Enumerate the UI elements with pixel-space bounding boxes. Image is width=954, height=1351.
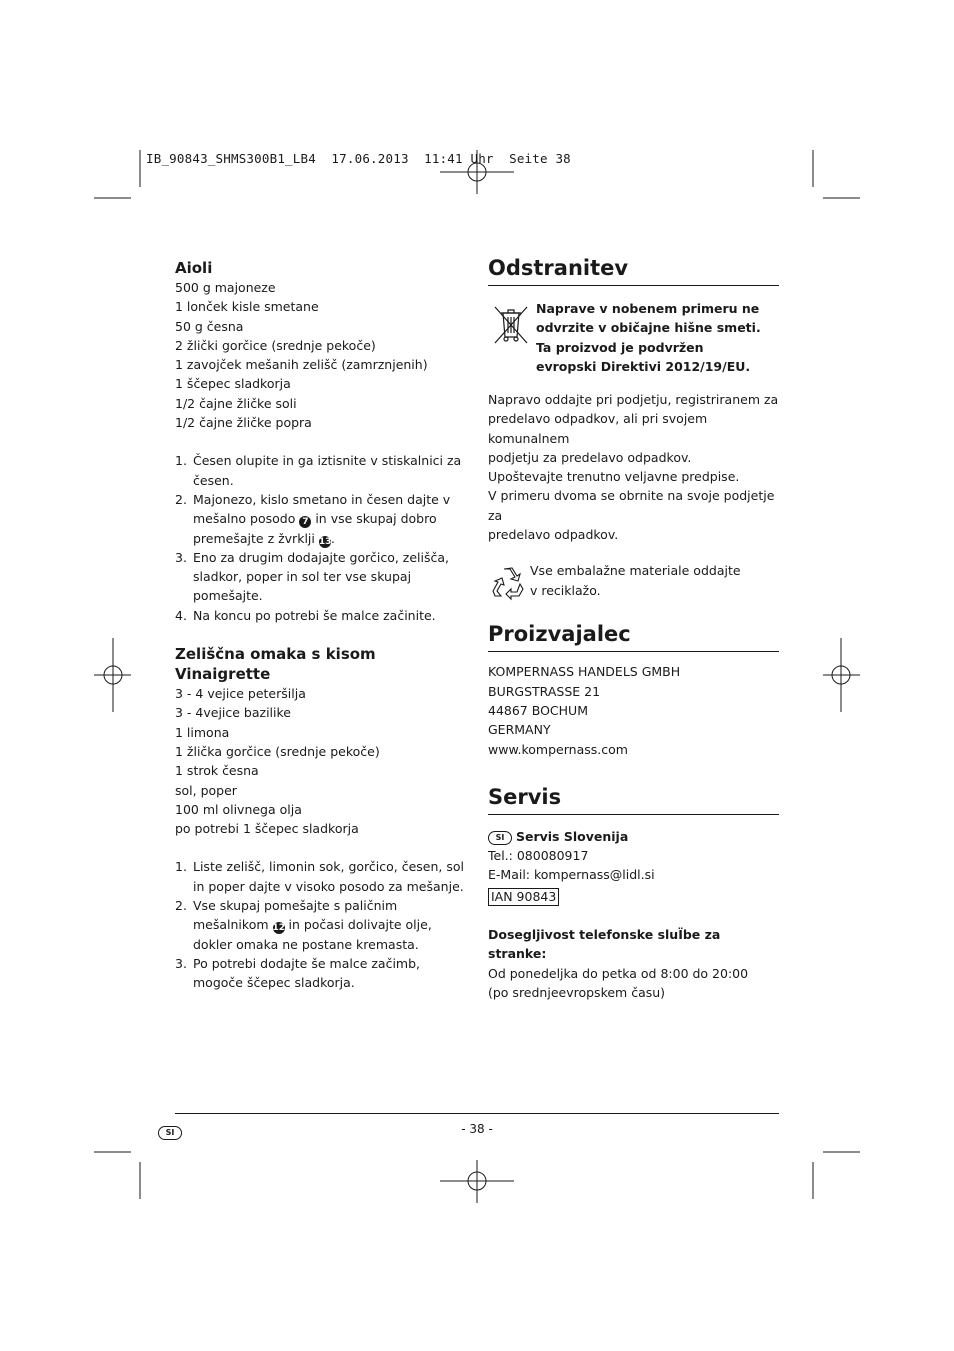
- hotline-hours: Od ponedeljka do petka od 8:00 do 20:00: [488, 965, 749, 981]
- ingredient: 1 ščepec sladkorja: [175, 376, 291, 392]
- print-slug: IB_90843_SHMS300B1_LB4 17.06.2013 11:41 Uhr Seite 38: [146, 151, 571, 166]
- service-details: [488, 827, 779, 1002]
- ingredient: 1/2 čajne žličke soli: [175, 395, 297, 411]
- ingredient: 1/2 čajne žličke popra: [175, 415, 312, 431]
- recycle-note: [488, 563, 779, 603]
- aioli-ingredients: [175, 278, 465, 432]
- vinaigrette-steps: [175, 857, 465, 992]
- footer-rule: [175, 1113, 779, 1114]
- step: 1. Liste zelišč, limonin sok, gorčico, česen, sol in poper dajte v visoko posodo za mešanje.: [175, 859, 464, 894]
- disposal-warning-text: Naprave v nobenem primeru ne odvrzite v običajne hišne smeti. Ta proizvod je podvržen evropski Direktivi 2012/19/EU.: [536, 301, 761, 374]
- service-title: Servis Slovenija: [515, 828, 629, 844]
- ingredient: 1 žlička gorčice (srednje pekoče): [175, 743, 380, 759]
- recycle-text: Vse embalažne materiale oddajte: [530, 563, 741, 579]
- part-number-badge: 13: [318, 536, 332, 547]
- step: 4. Na koncu po potrebi še malce začinite.: [175, 607, 436, 623]
- aioli-heading: Aioli: [175, 259, 213, 277]
- ingredient: sol, poper: [175, 782, 237, 798]
- part-number-badge: 12: [272, 923, 286, 934]
- right-column: [488, 255, 779, 1002]
- ingredient: 1 lonček kisle smetane: [175, 299, 319, 315]
- ingredient: 2 žlički gorčice (srednje pekoče): [175, 337, 376, 353]
- page-number: - 38 -: [461, 1122, 493, 1136]
- part-number-badge: 7: [299, 516, 311, 528]
- service-phone: Tel.: 080080917: [488, 848, 589, 864]
- ingredient: 1 limona: [175, 724, 230, 740]
- ingredient: 50 g česna: [175, 318, 244, 334]
- service-heading: Servis: [488, 784, 779, 815]
- country-badge: SI: [488, 831, 512, 845]
- weee-bin-icon: [491, 303, 531, 350]
- manufacturer-address: KOMPERNASS HANDELS GMBH BURGSTRASSE 21 44867 BOCHUM GERMANY www.kompernass.com: [488, 662, 779, 758]
- disposal-warning: [488, 301, 779, 377]
- step: 1. Česen olupite in ga iztisnite v stiskalnici za česen.: [175, 453, 462, 488]
- manufacturer-heading: Proizvajalec: [488, 621, 779, 652]
- step: 2. Majonezo, kislo smetano in česen dajte v mešalno posodo 7 in vse skupaj dobro premešajte z žvrklji 13.: [175, 491, 451, 547]
- ingredient: 500 g majoneze: [175, 280, 276, 295]
- vinaigrette-ingredients: [175, 684, 465, 838]
- recycle-text: v reciklažo.: [530, 582, 601, 598]
- aioli-steps: [175, 451, 465, 625]
- hotline-title: Dosegljivost telefonske sluÏbe za stranke:: [488, 927, 721, 962]
- hotline-hours: (po srednjeevropskem času): [488, 984, 666, 1000]
- step: 3. Eno za drugim dodajajte gorčico, zelišča, sladkor, poper in sol ter vse skupaj pomešajte.: [175, 549, 450, 604]
- step: 3. Po potrebi dodajte še malce začimb, mogoče ščepec sladkorja.: [175, 955, 421, 991]
- ingredient: 100 ml olivnega olja: [175, 801, 302, 817]
- ian-box: IAN 90843: [488, 888, 559, 906]
- manufacturer-website: www.kompernass.com: [488, 741, 628, 757]
- footer-language-badge: SI: [158, 1121, 182, 1140]
- disposal-heading: Odstranitev: [488, 255, 779, 286]
- step: 2. Vse skupaj pomešajte s paličnim mešalnikom 12 in počasi dolivajte olje, dokler omaka ne postane kremasta.: [175, 898, 432, 952]
- vinaigrette-heading: Zeliščna omaka s kisom Vinaigrette: [175, 645, 376, 684]
- ingredient: 1 strok česna: [175, 763, 259, 779]
- ingredient: 3 - 4vejice bazilike: [175, 705, 291, 721]
- left-column: [175, 258, 465, 993]
- recycle-icon: [490, 563, 528, 606]
- ingredient: 1 zavojček mešanih zelišč (zamrznjenih): [175, 357, 428, 373]
- ingredient: po potrebi 1 ščepec sladkorja: [175, 821, 359, 837]
- disposal-paragraph: Napravo oddajte pri podjetju, registriranem za predelavo odpadkov, ali pri svojem komunalnem podjetju za predelavo odpadkov. Upoštevajte trenutno veljavne predpise. V primeru dvoma se obrnite na svoje podjetje za predelavo odpadkov.: [488, 392, 779, 543]
- service-email: E-Mail: kompernass@lidl.si: [488, 867, 655, 883]
- ingredient: 3 - 4 vejice peteršilja: [175, 686, 306, 702]
